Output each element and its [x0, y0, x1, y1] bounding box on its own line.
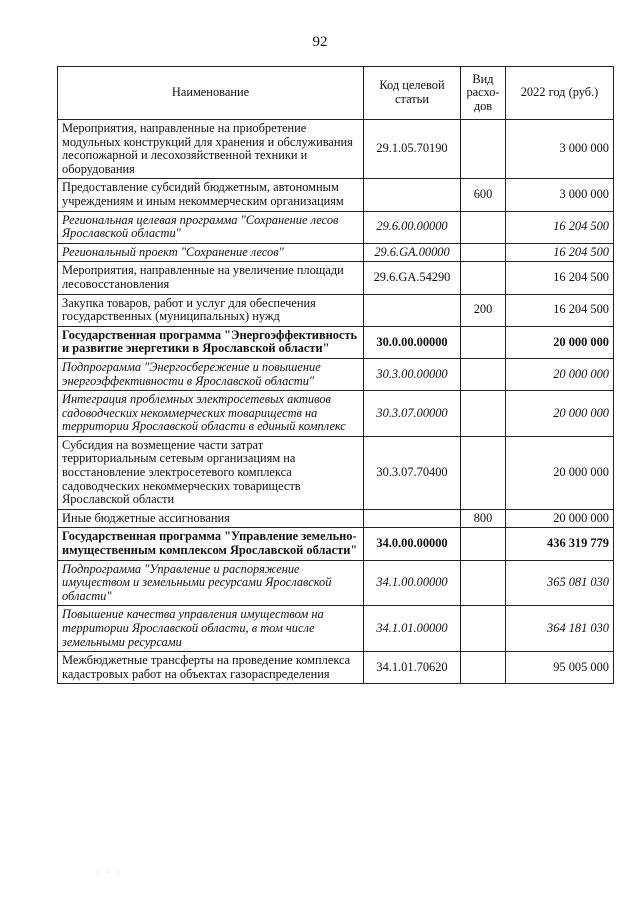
- row-code-cell: [364, 294, 461, 326]
- row-name-cell: Государственная программа "Управление земельно-имущественным комплексом Ярославской области": [58, 528, 364, 560]
- row-sum-cell: 16 204 500: [506, 262, 614, 294]
- header-sum: 2022 год (руб.): [506, 67, 614, 120]
- table-row: [58, 179, 614, 211]
- row-code-cell: 29.1.05.70190: [364, 120, 461, 179]
- table-header-row: [58, 67, 614, 120]
- header-kind: Вид расхо-дов: [461, 67, 506, 120]
- row-name-cell: Предоставление субсидий бюджетным, автономным учреждениям и иным некоммерческим организациям: [58, 179, 364, 211]
- row-sum-cell: 20 000 000: [506, 391, 614, 437]
- row-sum-cell: 16 204 500: [506, 243, 614, 262]
- row-kind-cell: 600: [461, 179, 506, 211]
- row-sum-cell: 20 000 000: [506, 326, 614, 358]
- row-name-cell: Подпрограмма "Управление и распоряжение имуществом и земельными ресурсами Ярославской области": [58, 560, 364, 606]
- row-sum-cell: 3 000 000: [506, 179, 614, 211]
- row-sum-cell: 20 000 000: [506, 509, 614, 528]
- row-name-cell: Мероприятия, направленные на приобретение модульных конструкций для хранения и обслуживания лесопожарной и лесохозяйственной техники и оборудования: [58, 120, 364, 179]
- row-kind-cell: [461, 326, 506, 358]
- row-kind-cell: 200: [461, 294, 506, 326]
- table-row: [58, 560, 614, 606]
- row-name-cell: Субсидия на возмещение части затрат территориальным сетевым организациям на восстановление электросетевого комплекса садоводческих некоммерческих товариществ Ярославской области: [58, 436, 364, 509]
- row-kind-cell: [461, 652, 506, 684]
- row-sum-cell: 16 204 500: [506, 294, 614, 326]
- row-kind-cell: [461, 391, 506, 437]
- table-row: [58, 436, 614, 509]
- row-name-cell: Интеграция проблемных электросетевых активов садоводческих некоммерческих товариществ на территории Ярославской области в единый комплекс: [58, 391, 364, 437]
- row-kind-cell: [461, 560, 506, 606]
- row-kind-cell: 800: [461, 509, 506, 528]
- table-row: [58, 509, 614, 528]
- row-sum-cell: 364 181 030: [506, 606, 614, 652]
- row-code-cell: 30.3.00.00000: [364, 358, 461, 390]
- row-code-cell: 29.6.GA.54290: [364, 262, 461, 294]
- row-code-cell: 29.6.00.00000: [364, 211, 461, 243]
- row-name-cell: Региональный проект "Сохранение лесов": [58, 243, 364, 262]
- table-row: [58, 211, 614, 243]
- row-code-cell: 34.1.00.00000: [364, 560, 461, 606]
- header-code: Код целевой статьи: [364, 67, 461, 120]
- table-row: [58, 120, 614, 179]
- row-name-cell: Государственная программа "Энергоэффективность и развитие энергетики в Ярославской области": [58, 326, 364, 358]
- row-name-cell: Межбюджетные трансферты на проведение комплекса кадастровых работ на объектах газораспределения: [58, 652, 364, 684]
- row-sum-cell: 365 081 030: [506, 560, 614, 606]
- table-row: [58, 652, 614, 684]
- row-kind-cell: [461, 120, 506, 179]
- row-code-cell: 34.0.00.00000: [364, 528, 461, 560]
- budget-table: [57, 66, 614, 684]
- row-kind-cell: [461, 358, 506, 390]
- row-sum-cell: 3 000 000: [506, 120, 614, 179]
- table-row: [58, 262, 614, 294]
- row-name-cell: Региональная целевая программа "Сохранение лесов Ярославской области": [58, 211, 364, 243]
- row-name-cell: Мероприятия, направленные на увеличение площади лесовосстановления: [58, 262, 364, 294]
- row-code-cell: 30.3.07.70400: [364, 436, 461, 509]
- row-name-cell: Иные бюджетные ассигнования: [58, 509, 364, 528]
- row-code-cell: [364, 509, 461, 528]
- row-code-cell: 34.1.01.70620: [364, 652, 461, 684]
- scan-artifact: · · ·: [96, 868, 123, 877]
- row-code-cell: 29.6.GA.00000: [364, 243, 461, 262]
- row-sum-cell: 95 005 000: [506, 652, 614, 684]
- row-kind-cell: [461, 262, 506, 294]
- row-code-cell: 30.0.00.00000: [364, 326, 461, 358]
- header-name: Наименование: [58, 67, 364, 120]
- page-number: 92: [312, 34, 328, 50]
- row-code-cell: 30.3.07.00000: [364, 391, 461, 437]
- table-row: [58, 358, 614, 390]
- table-row: [58, 294, 614, 326]
- row-kind-cell: [461, 528, 506, 560]
- row-name-cell: Повышение качества управления имуществом на территории Ярославской области, в том числе земельными ресурсами: [58, 606, 364, 652]
- row-name-cell: Подпрограмма "Энергосбережение и повышение энергоэффективности в Ярославской области": [58, 358, 364, 390]
- table-row: [58, 606, 614, 652]
- row-code-cell: 34.1.01.00000: [364, 606, 461, 652]
- row-sum-cell: 436 319 779: [506, 528, 614, 560]
- row-sum-cell: 16 204 500: [506, 211, 614, 243]
- table-row: [58, 243, 614, 262]
- table-row: [58, 326, 614, 358]
- row-code-cell: [364, 179, 461, 211]
- row-kind-cell: [461, 436, 506, 509]
- row-kind-cell: [461, 211, 506, 243]
- table-row: [58, 391, 614, 437]
- row-kind-cell: [461, 606, 506, 652]
- row-sum-cell: 20 000 000: [506, 436, 614, 509]
- row-sum-cell: 20 000 000: [506, 358, 614, 390]
- row-name-cell: Закупка товаров, работ и услуг для обеспечения государственных (муниципальных) нужд: [58, 294, 364, 326]
- table-row: [58, 528, 614, 560]
- row-kind-cell: [461, 243, 506, 262]
